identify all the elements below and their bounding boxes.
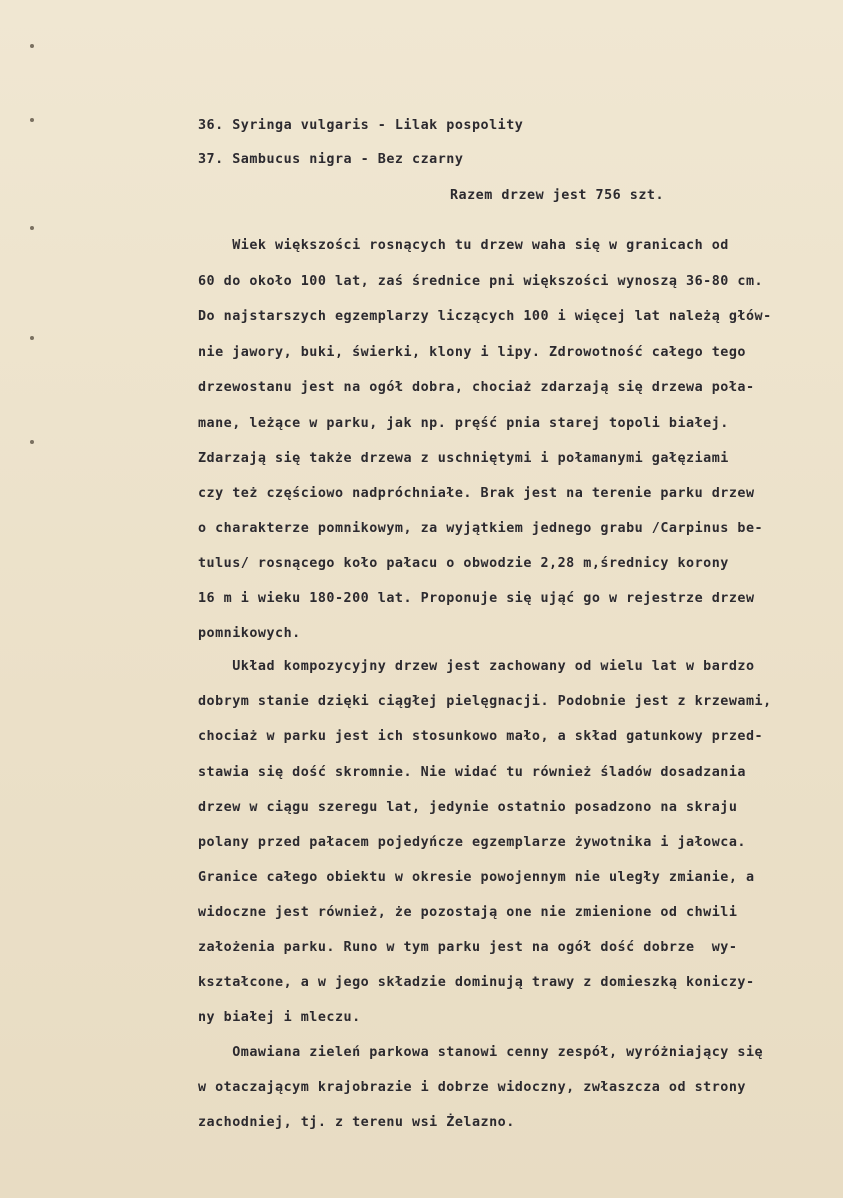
text-line: drzew w ciągu szeregu lat, jedynie ostatnio posadzono na skraju (198, 800, 738, 815)
text-line: stawia się dość skromnie. Nie widać tu również śladów dosadzania (198, 765, 746, 780)
text-line: 16 m i wieku 180-200 lat. Proponuje się ująć go w rejestrze drzew (198, 591, 755, 606)
text-line: kształcone, a w jego składzie dominują trawy z domieszką koniczy- (198, 975, 755, 990)
binder-hole-mark (30, 226, 34, 230)
binder-hole-mark (30, 336, 34, 340)
text-line: dobrym stanie dzięki ciągłej pielęgnacji. Podobnie jest z krzewami, (198, 694, 772, 709)
text-line: tulus/ rosnącego koło pałacu o obwodzie 2,28 m,średnicy korony (198, 556, 729, 571)
text-line: Układ kompozycyjny drzew jest zachowany od wielu lat w bardzo (198, 659, 755, 674)
text-line: Zdarzają się także drzewa z uschniętymi i połamanymi gałęziami (198, 451, 729, 466)
text-line: o charakterze pomnikowym, za wyjątkiem jednego grabu /Carpinus be- (198, 521, 764, 536)
text-line: ny białej i mleczu. (198, 1010, 361, 1025)
text-line: nie jawory, buki, świerki, klony i lipy. Zdrowotność całego tego (198, 345, 746, 360)
text-line: Granice całego obiektu w okresie powojennym nie uległy zmianie, a (198, 870, 755, 885)
text-line: zachodniej, tj. z terenu wsi Żelazno. (198, 1115, 515, 1130)
text-line: czy też częściowo nadpróchniałe. Brak jest na terenie parku drzew (198, 486, 755, 501)
binder-hole-mark (30, 44, 34, 48)
text-line: widoczne jest również, że pozostają one nie zmienione od chwili (198, 905, 738, 920)
binder-hole-mark (30, 118, 34, 122)
text-line: Do najstarszych egzemplarzy liczących 100 i więcej lat należą głów- (198, 309, 772, 324)
text-line: chociaż w parku jest ich stosunkowo mało, a skład gatunkowy przed- (198, 729, 764, 744)
species-list-item: 37. Sambucus nigra - Bez czarny (198, 152, 464, 167)
text-line: Wiek większości rosnących tu drzew waha się w granicach od (198, 238, 729, 253)
text-line: polany przed pałacem pojedyńcze egzemplarze żywotnika i jałowca. (198, 835, 746, 850)
text-line: 60 do około 100 lat, zaś średnice pni większości wynoszą 36-80 cm. (198, 274, 764, 289)
text-line: drzewostanu jest na ogół dobra, chociaż zdarzają się drzewa poła- (198, 380, 755, 395)
total-trees-line: Razem drzew jest 756 szt. (450, 188, 665, 203)
binder-hole-mark (30, 440, 34, 444)
text-line: w otaczającym krajobrazie i dobrze widoczny, zwłaszcza od strony (198, 1080, 746, 1095)
text-line: założenia parku. Runo w tym parku jest na ogół dość dobrze wy- (198, 940, 738, 955)
text-line: Omawiana zieleń parkowa stanowi cenny zespół, wyróżniający się (198, 1045, 764, 1060)
text-line: mane, leżące w parku, jak np. pręść pnia starej topoli białej. (198, 416, 729, 431)
text-line: pomnikowych. (198, 626, 301, 641)
species-list-item: 36. Syringa vulgaris - Lilak pospolity (198, 118, 524, 133)
